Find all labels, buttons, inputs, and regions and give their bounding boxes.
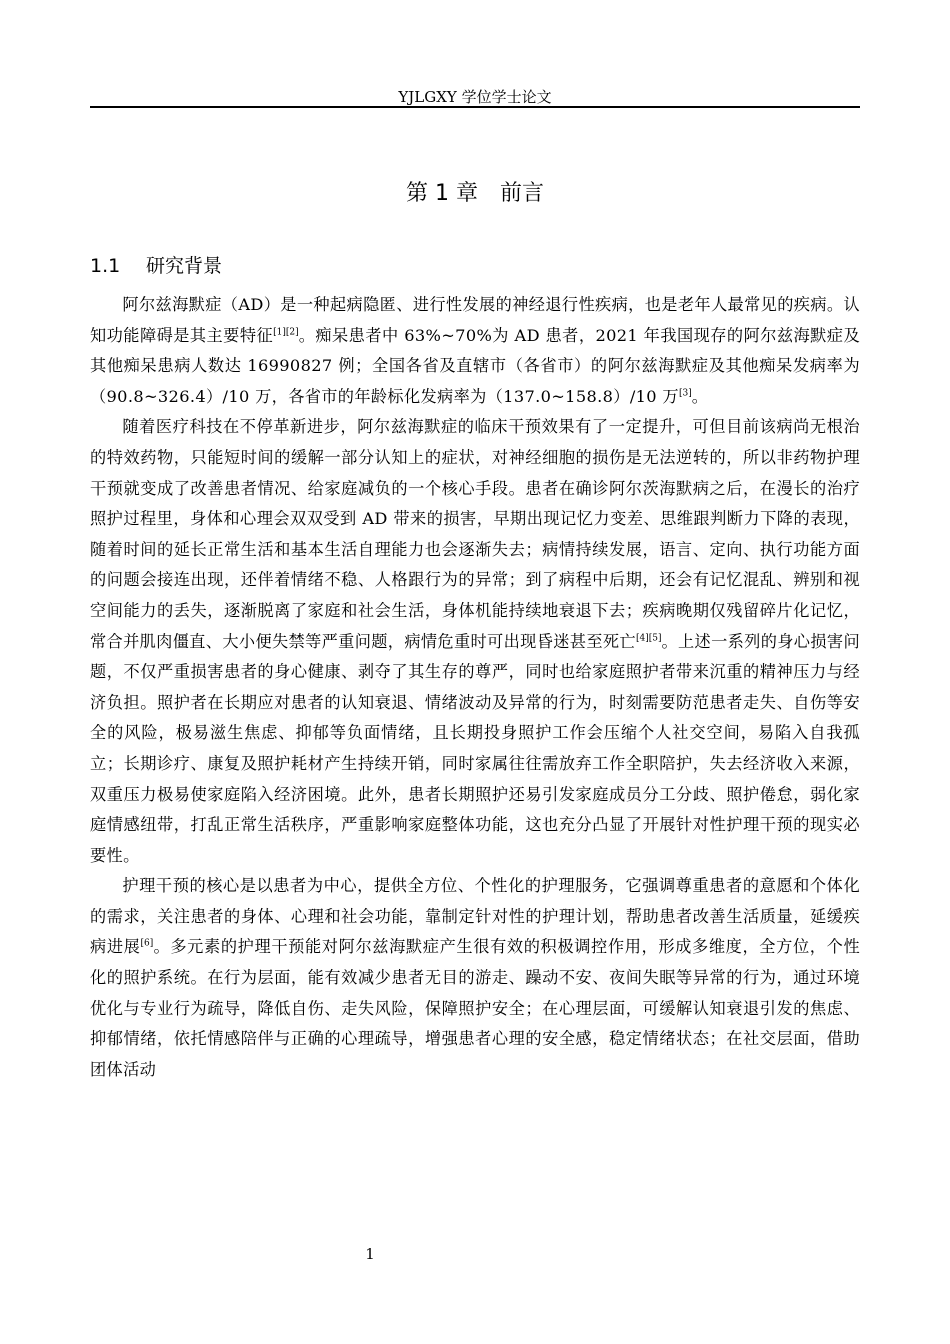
- paragraph-text: 。多元素的护理干预能对阿尔兹海默症产生很有效的积极调控作用，形成多维度，全方位，个性化的照护系统。在行为层面，能有效减少患者无目的游走、躁动不安、夜间失眠等异常的行为，通过环境优化与专业行为疏导，降低自伤、走失风险，保障照护安全；在心理层面，可缓解认知衰退引发的焦虑、抑郁情绪，依托情感陪伴与正确的心理疏导，增强患者心理的安全感，稳定情绪状态；在社交层面，借助团体活动: [90, 937, 860, 1079]
- paragraph-text: 护理干预的核心是以患者为中心，提供全方位、个性化的护理服务，它强调尊重患者的意愿和个体化的需求，关注患者的身体、心理和社会功能，靠制定针对性的护理计划，帮助患者改善生活质量，延缓疾病进展: [90, 876, 860, 957]
- citation-ref[interactable]: [6]: [140, 939, 154, 950]
- section-heading: [90, 252, 222, 280]
- citation-ref[interactable]: [1][2]: [273, 327, 299, 338]
- paragraph-text: 。: [691, 386, 709, 406]
- chapter-number: 第 1 章: [406, 181, 478, 206]
- chapter-title: [90, 178, 860, 210]
- page-number: 1: [365, 1245, 375, 1263]
- body-text: [90, 290, 860, 1085]
- section-title: 研究背景: [146, 255, 223, 277]
- paragraph-2: [90, 412, 860, 871]
- paragraph-text: 随着医疗科技在不停革新进步，阿尔兹海默症的临床干预效果有了一定提升，可但目前该病尚无根治的特效药物，只能短时间的缓解一部分认知上的症状，对神经细胞的损伤是无法逆转的，所以非药物护理干预就变成了改善患者情况、给家庭减负的一个核心手段。患者在确诊阿尔茨海默病之后，在漫长的治疗照护过程里，身体和心理会双双受到 AD 带来的损害，早期出现记忆力变差、思维跟判断力下降的表现，随着时间的延长正常生活和基本生活自理能力也会逐渐失去；病情持续发展，语言、定向、执行功能方面的问题会接连出现，还伴着情绪不稳、人格跟行为的异常；到了病程中后期，还会有记忆混乱、辨别和视空间能力的丢失，逐渐脱离了家庭和社会生活，身体机能持续地衰退下去；疾病晚期仅残留碎片化记忆，常合并肌肉僵直、大小便失禁等严重问题，病情危重时可出现昏迷甚至死亡: [90, 417, 860, 651]
- paragraph-text: 阿尔兹海默症（AD）是一种起病隐匿、进行性发展的神经退行性疾病，也是老年人最常见的疾病。认知功能障碍是其主要特征: [90, 295, 860, 345]
- chapter-name: 前言: [499, 181, 544, 206]
- citation-ref[interactable]: [4][5]: [635, 633, 662, 644]
- citation-ref[interactable]: [3]: [678, 388, 692, 399]
- header-divider: [90, 106, 860, 108]
- paragraph-1: [90, 290, 860, 412]
- paragraph-text: 。痴呆患者中 63%~70%为 AD 患者，2021 年我国现存的阿尔兹海默症及其他痴呆患病人数达 16990827 例；全国各省及直辖市（各省市）的阿尔兹海默症及其他痴呆发病率为（90.8~326.4）/10 万，各省市的年龄标化发病率为（137.0~158.8）/10 万: [90, 325, 860, 406]
- running-header: YJLGXY 学位学士论文: [398, 88, 552, 106]
- section-number: 1.1: [90, 255, 121, 277]
- paragraph-text: 。上述一系列的身心损害问题，不仅严重损害患者的身心健康、剥夺了其生存的尊严，同时也给家庭照护者带来沉重的精神压力与经济负担。照护者在长期应对患者的认知衰退、情绪波动及异常的行为，时刻需要防范患者走失、自伤等安全的风险，极易滋生焦虑、抑郁等负面情绪，且长期投身照护工作会压缩个人社交空间，易陷入自我孤立；长期诊疗、康复及照护耗材产生持续开销，同时家属往往需放弃工作全职陪护，失去经济收入来源，双重压力极易使家庭陷入经济困境。此外，患者长期照护还易引发家庭成员分工分歧、照护倦怠，弱化家庭情感纽带，打乱正常生活秩序，严重影响家庭整体功能，这也充分凸显了开展针对性护理干预的现实必要性。: [90, 631, 860, 865]
- paragraph-3: [90, 871, 860, 1085]
